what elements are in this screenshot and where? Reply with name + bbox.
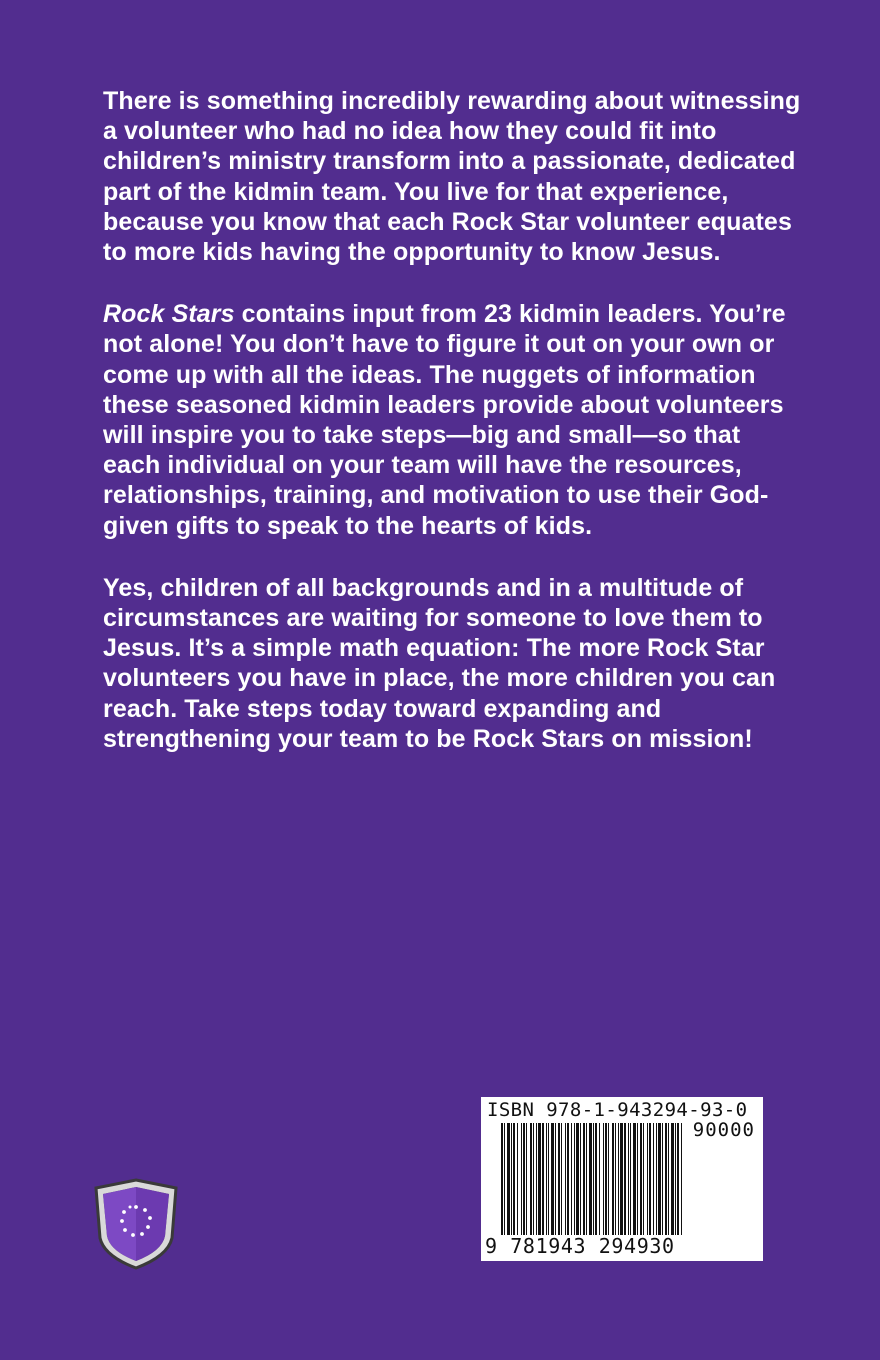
book-title: Rock Stars xyxy=(103,300,235,329)
blurb-paragraph-2-text: contains input from 23 kidmin leaders. You’re not alone! You don’t have to figure it out on your own or come up with all the ideas. The nuggets of information these seasoned kidmin leaders provide about volunteers will inspire you to take steps—big and small—so that each individual on your team will have the resources, relationships, training, and motivation to use their God-given gifts to speak to the hearts of kids. xyxy=(103,300,786,540)
price-code: 90000 xyxy=(692,1119,755,1141)
blurb-paragraph-3: Yes, children of all backgrounds and in a multitude of circumstances are waiting for someone to love them to Jesus. It’s a simple math equation: The more Rock Star volunteers you have in place, the more children you can reach. Take steps today toward expanding and strengthening your team to be Rock Stars on mission! xyxy=(103,573,776,753)
barcode-bars xyxy=(499,1123,687,1235)
publisher-logo xyxy=(92,1176,180,1272)
isbn-barcode xyxy=(481,1097,763,1261)
back-cover-blurb xyxy=(103,86,803,786)
ean-digits: 9 781943 294930 xyxy=(485,1234,675,1258)
shield-stars-icon xyxy=(92,1176,180,1272)
blurb-paragraph-2 xyxy=(103,299,803,541)
isbn-number: ISBN 978-1-943294-93-0 xyxy=(487,1099,748,1121)
blurb-paragraph-1: There is something incredibly rewarding about witnessing a volunteer who had no idea how they could fit into children’s ministry transform into a passionate, dedicated part of the kidmin team. You live for that experience, because you know that each Rock Star volunteer equates to more kids having the opportunity to know Jesus. xyxy=(103,87,801,267)
